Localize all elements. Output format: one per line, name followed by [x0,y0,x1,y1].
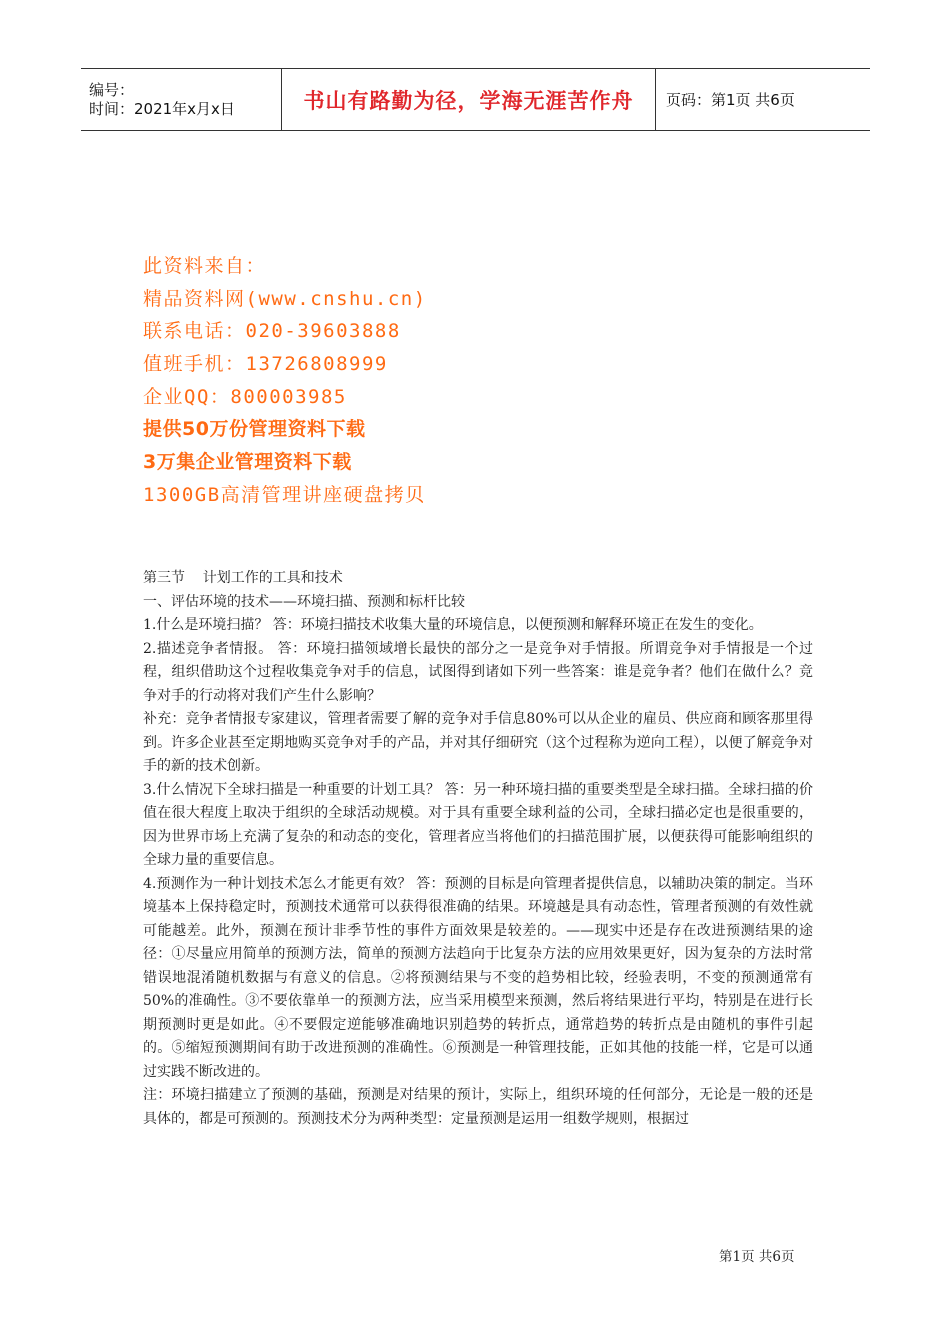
paragraph: 1.什么是环境扫描？ 答：环境扫描技术收集大量的环境信息，以便预测和解释环境正在发生的变化。 [143,617,763,633]
paragraph: 4.预测作为一种计划技术怎么才能更有效？ 答：预测的目标是向管理者提供信息，以辅助决策的制定。当环境基本上保持稳定时，预测技术通常可以获得很准确的结果。环境越是具有动态性，管理者预测的有效性就可能越差。此外，预测在预计非季节性的事件方面效果是较差的。——现实中还是存在改进预测结果的途径：①尽量应用简单的预测方法，简单的预测方法趋向于比复杂方法的应用效果更好，因为复杂的方法时常错误地混淆随机数据与有意义的信息。②将预测结果与不变的趋势相比较，经验表明，不变的预测通常有50%的准确性。③不要依靠单一的预测方法，应当采用模型来预测，然后将结果进行平均，特别是在进行长期预测时更是如此。④不要假定逆能够准确地识别趋势的转折点，通常趋势的转折点是由随机的事件引起的。⑤缩短预测期间有助于改进预测的准确性。⑥预测是一种管理技能，正如其他的技能一样，它是可以通过实践不断改进的。 [143,875,813,1080]
promo-line: 联系电话：020-39603888 [143,320,401,343]
promo-line: 3万集企业管理资料下载 [143,451,352,474]
subsection-title: 一、评估环境的技术——环境扫描、预测和标杆比较 [143,593,465,610]
document-number-label: 编号： [89,80,135,99]
promo-line: 精品资料网(www.cnshu.cn) [143,287,427,310]
promo-line: 企业QQ：800003985 [143,385,347,408]
promo-line: 值班手机：13726808999 [143,353,388,376]
motto-text: 书山有路勤为径，学海无涯苦作舟 [303,88,634,113]
document-date: 时间：2021年x月x日 [89,99,235,118]
promo-line: 此资料来自： [143,255,267,277]
section-title: 第三节 计划工作的工具和技术 [143,570,343,586]
header-page-number: 页码：第1页 共6页 [666,91,795,109]
paragraph: 补充：竞争者情报专家建议，管理者需要了解的竞争对手信息80%可以从企业的雇员、供应商和顾客那里得到。许多企业甚至定期地购买竞争对手的产品，并对其仔细研究（这个过程称为逆向工程），以便了解竞争对手的新的技术创新。 [143,711,813,774]
page-footer [719,1245,794,1265]
header-meta [81,69,282,130]
header-page-info [656,69,870,130]
header-motto [282,69,656,130]
document-body [143,567,813,1131]
promo-block [143,250,427,512]
paragraph: 2.描述竞争者情报。 答：环境扫描领域增长最快的部分之一是竞争对手情报。所谓竞争对手情报是一个过程，组织借助这个过程收集竞争对手的信息，试图得到诸如下列一些答案：谁是竞争者？他们在做什么？竞争对手的行动将对我们产生什么影响？ [143,640,813,704]
paragraph: 3.什么情况下全球扫描是一种重要的计划工具？ 答：另一种环境扫描的重要类型是全球扫描。全球扫描的价值在很大程度上取决于组织的全球活动规模。对于具有重要全球利益的公司，全球扫描必定也是很重要的，因为世界市场上充满了复杂的和动态的变化，管理者应当将他们的扫描范围扩展，以便获得可能影响组织的全球力量的重要信息。 [143,781,813,868]
paragraph: 注：环境扫描建立了预测的基础，预测是对结果的预计，实际上，组织环境的任何部分，无论是一般的还是具体的，都是可预测的。预测技术分为两种类型：定量预测是运用一组数学规则，根据过 [143,1087,813,1127]
promo-line: 提供50万份管理资料下载 [143,418,366,441]
page-header [81,68,870,131]
promo-line: 1300GB高清管理讲座硬盘拷贝 [143,483,426,506]
footer-page-number: 第1页 共6页 [719,1249,795,1265]
